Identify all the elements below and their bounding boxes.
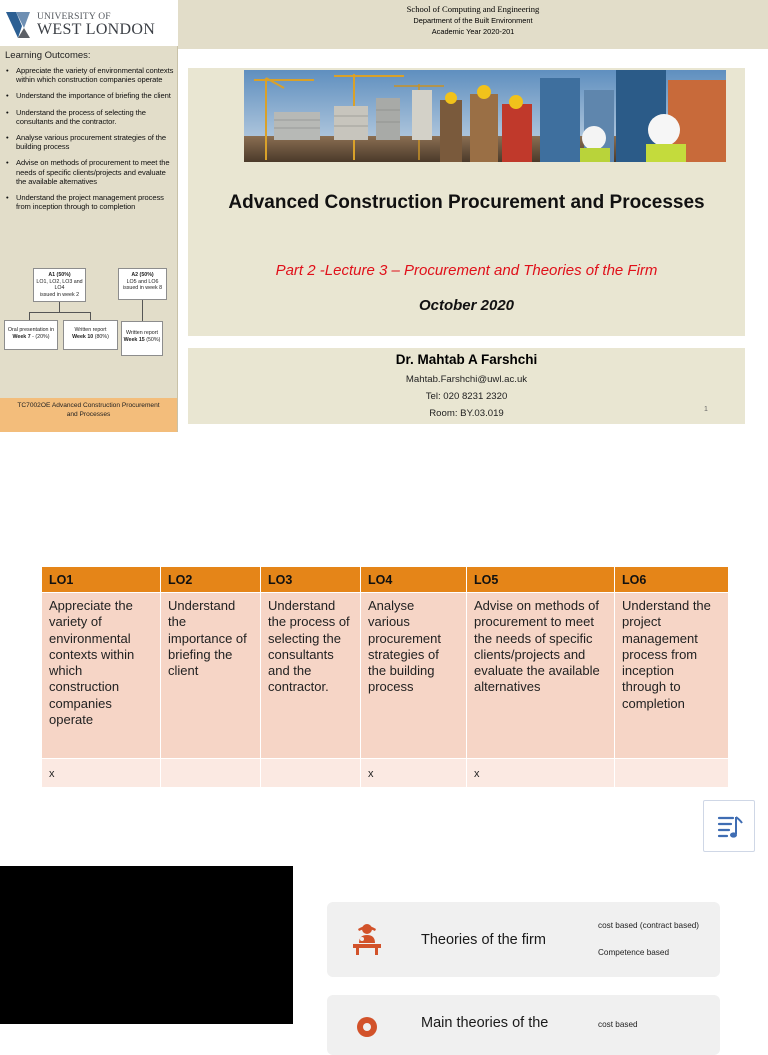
table-cell: x <box>42 759 161 788</box>
table-cell: Analyse various procurement strategies of the building process <box>361 593 467 759</box>
table-cell <box>615 759 729 788</box>
learning-outcome-item <box>4 158 174 186</box>
module-code-line1: TC7002OE Advanced Construction Procurement <box>17 402 160 409</box>
assessment-a2-issued: issued in week 8 <box>122 285 163 292</box>
learning-outcomes-list <box>4 66 174 218</box>
assessment-a2-los: LO5 and LO6 <box>126 278 159 285</box>
topic-card-main-theories <box>327 995 720 1055</box>
table-cell <box>161 759 261 788</box>
learning-outcome-item <box>4 193 174 211</box>
school-name: School of Computing and Engineering <box>406 4 540 14</box>
table-cell: Understand the process of selecting the consultants and the contractor. <box>261 593 361 759</box>
page-number: 1 <box>704 406 708 413</box>
department-name: Department of the Built Environment <box>413 16 533 25</box>
assessment-a1-issued: issued in week 2 <box>39 291 80 298</box>
column-header: LO4 <box>361 567 467 593</box>
video-placeholder <box>0 866 293 1024</box>
gear-person-icon <box>349 1013 385 1049</box>
document-music-icon <box>704 801 756 853</box>
connector-line <box>29 312 91 313</box>
assessment-a2-box <box>118 268 167 300</box>
logo-text-bottom: WEST LONDON <box>37 21 156 38</box>
card-note: Competence based <box>598 948 670 957</box>
author-room: Room: BY.03.019 <box>429 408 504 419</box>
column-header: LO5 <box>467 567 615 593</box>
learning-outcome-item <box>4 91 174 100</box>
table-row <box>42 593 729 759</box>
construction-site-photo <box>244 70 726 162</box>
oral-presentation-week: Week 7 <box>12 333 31 340</box>
table-row <box>42 759 729 788</box>
connector-line <box>90 312 91 320</box>
lecture-subtitle: Part 2 -Lecture 3 – Procurement and Theories of the Firm <box>275 262 658 279</box>
card-note: cost based <box>598 1020 638 1029</box>
learning-outcome-item <box>4 66 174 84</box>
table-cell <box>261 759 361 788</box>
learning-outcome-text: Analyse various procurement strategies of the building process <box>16 133 166 152</box>
column-header: LO3 <box>261 567 361 593</box>
table-cell: x <box>467 759 615 788</box>
oral-presentation-pct: - (20%) <box>30 333 50 340</box>
learning-outcome-text: Understand the importance of briefing the client <box>16 91 171 101</box>
written-report-1-pct: (80%) <box>93 333 109 340</box>
presentation-title: Advanced Construction Procurement and Processes <box>228 192 705 213</box>
bullet-icon: • <box>6 66 9 75</box>
table-cell: Appreciate the variety of environmental contexts within which construction companies operate <box>42 593 161 759</box>
table-cell: Understand the project management process from inception through to completion <box>615 593 729 759</box>
bullet-icon: • <box>6 158 9 168</box>
connector-line <box>142 300 143 321</box>
title-panel <box>188 68 745 336</box>
author-email[interactable]: Mahtab.Farshchi@uwl.ac.uk <box>405 374 528 385</box>
written-report-1-label: Written report <box>74 327 107 333</box>
table-cell: x <box>361 759 467 788</box>
assessment-a1-box <box>33 268 86 302</box>
author-phone: Tel: 020 8231 2320 <box>425 391 508 402</box>
bullet-icon: • <box>6 193 9 203</box>
column-header: LO1 <box>42 567 161 593</box>
learning-outcome-text: Advise on methods of procurement to meet the needs of specific clients/projects and evaluate the available alternatives <box>16 158 170 186</box>
assessment-a1-title: A1 (50%) <box>48 272 71 278</box>
learning-outcome-item <box>4 108 174 126</box>
table-cell: Advise on methods of procurement to meet the needs of specific clients/projects and evaluate the available alternatives <box>467 593 615 759</box>
author-panel <box>188 348 745 424</box>
bullet-icon: • <box>6 107 9 117</box>
card-note: cost based (contract based) <box>598 921 700 930</box>
written-report-2-box <box>121 321 163 356</box>
module-code-bar <box>0 398 177 432</box>
topic-card-theories <box>327 902 720 977</box>
university-logo <box>0 0 178 46</box>
connector-line <box>29 312 30 320</box>
learning-outcomes-table <box>41 566 729 788</box>
oral-presentation-label: Oral presentation in <box>7 327 55 333</box>
person-at-desk-icon <box>349 921 385 957</box>
logo-text-top: UNIVERSITY OF <box>37 12 111 22</box>
written-report-2-label: Written report <box>126 330 158 336</box>
module-code-line2: and Processes <box>66 411 111 419</box>
card-title: Main theories of the <box>421 1015 549 1031</box>
academic-year: Academic Year 2020-201 <box>431 27 515 36</box>
written-report-1-week: Week 10 <box>72 333 94 340</box>
slide-header <box>178 0 768 49</box>
written-report-1-box <box>63 320 118 350</box>
learning-outcome-text: Appreciate the variety of environmental contexts within which construction companies operate <box>16 66 174 85</box>
university-logo-icon <box>4 10 32 40</box>
card-title: Theories of the firm <box>421 932 546 948</box>
document-button[interactable] <box>703 800 755 852</box>
learning-outcome-text: Understand the project management process from inception through to completion <box>16 193 164 212</box>
bullet-icon: • <box>6 133 9 143</box>
learning-outcome-item <box>4 133 174 151</box>
table-cell: Understand the importance of briefing the client <box>161 593 261 759</box>
column-header: LO2 <box>161 567 261 593</box>
author-name: Dr. Mahtab A Farshchi <box>395 352 538 367</box>
column-header: LO6 <box>615 567 729 593</box>
assessment-a1-los: LO1, LO2, LO3 and LO4 <box>36 278 83 292</box>
lecture-date: October 2020 <box>418 297 515 314</box>
connector-line <box>59 302 60 312</box>
sidebar-panel <box>0 0 178 432</box>
written-report-2-week: Week 15 <box>123 336 145 343</box>
title-slide <box>0 0 768 432</box>
table-header-row <box>42 567 729 593</box>
written-report-2-pct: (50%) <box>144 336 161 343</box>
learning-outcomes-heading: Learning Outcomes: <box>5 50 91 61</box>
oral-presentation-box <box>4 320 58 350</box>
learning-outcome-text: Understand the process of selecting the consultants and the contractor. <box>16 107 146 126</box>
assessment-a2-title: A2 (50%) <box>131 272 154 278</box>
bullet-icon: • <box>6 91 9 101</box>
